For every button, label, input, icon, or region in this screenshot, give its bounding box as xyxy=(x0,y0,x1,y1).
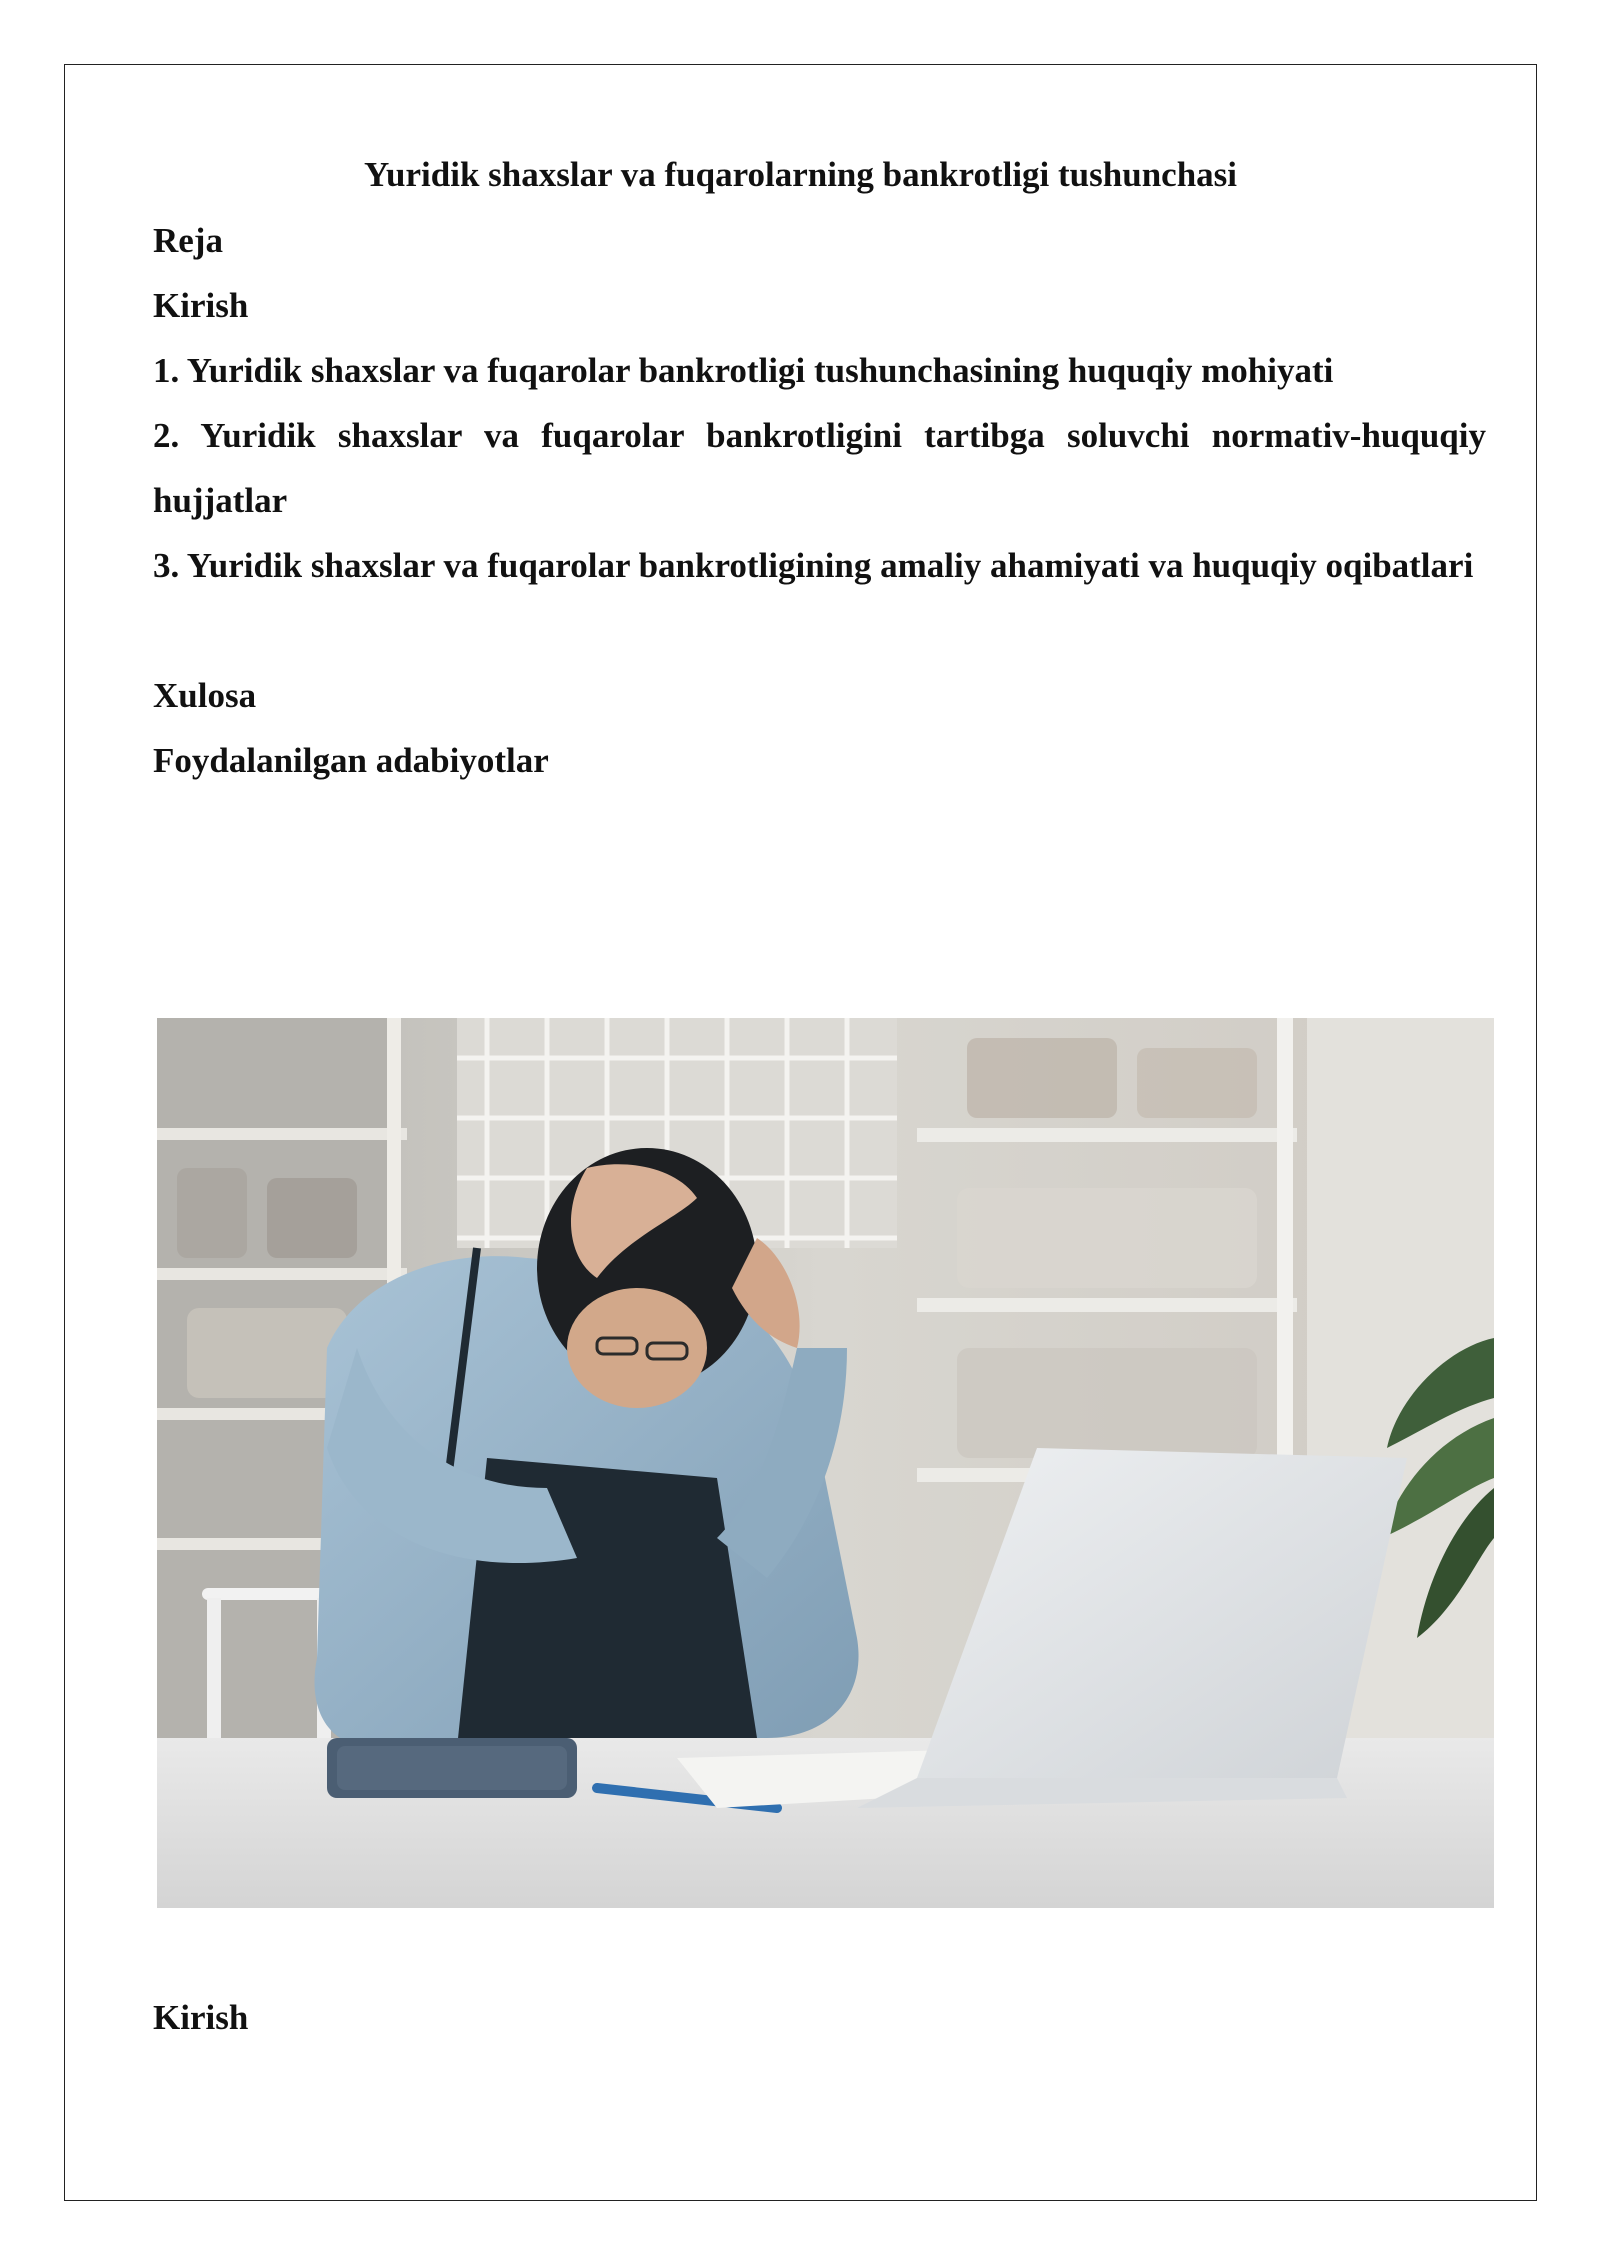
plan-item-1: 1. Yuridik shaxslar va fuqarolar bankrotligi tushunchasining huquqiy mohiyati xyxy=(153,351,1334,390)
plan-item-intro: Kirish xyxy=(153,286,249,325)
photo-illustration xyxy=(157,1018,1494,1908)
plan-item-conclusion: Xulosa xyxy=(153,676,257,715)
plan-heading: Reja xyxy=(153,221,223,260)
plan-item-3: 3. Yuridik shaxslar va fuqarolar bankrotligining amaliy ahamiyati va huquqiy oqibatlari xyxy=(153,546,1474,585)
stressed-man-at-laptop-photo xyxy=(157,1018,1494,1908)
plan-item-2: 2. Yuridik shaxslar va fuqarolar bankrotligini tartibga soluvchi normativ-huquqiy hujjatlar xyxy=(153,416,1486,520)
section-heading-kirish: Kirish xyxy=(153,1998,249,2037)
plan-item-references: Foydalanilgan adabiyotlar xyxy=(153,741,549,780)
document-title: Yuridik shaxslar va fuqarolarning bankrotligi tushunchasi xyxy=(363,155,1238,194)
